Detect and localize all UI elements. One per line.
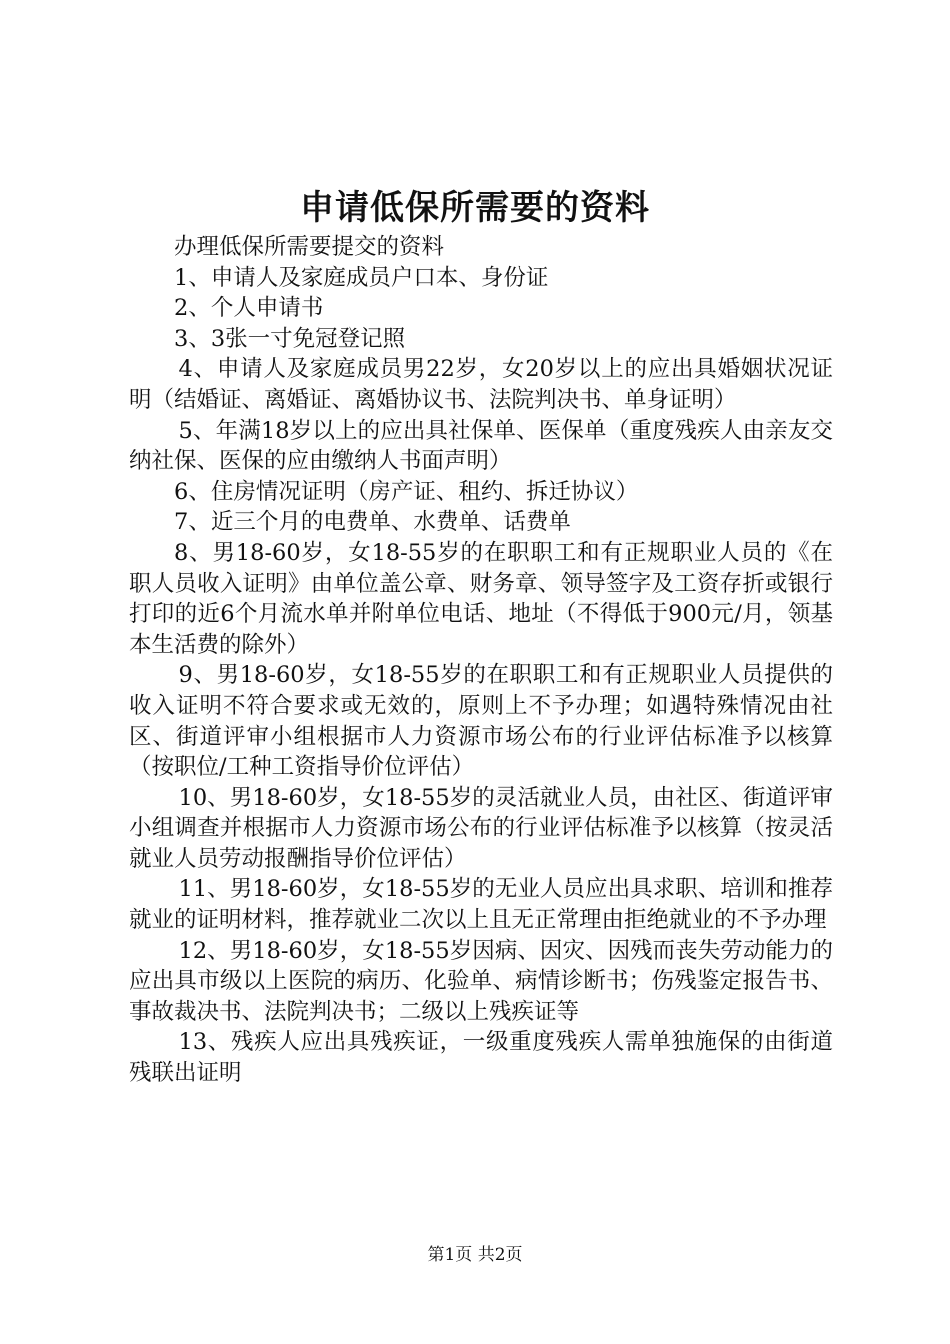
body-paragraph: 办理低保所需要提交的资料	[174, 234, 445, 260]
list-item: 13、残疾人应出具残疾证，一级重度残疾人需单独施保的由街道残联出证明	[129, 1029, 833, 1087]
list-item: 4、申请人及家庭成员男22岁，女20岁以上的应出具婚姻状况证明（结婚证、离婚证、离婚协议书、法院判决书、单身证明）	[129, 356, 833, 413]
list-item: 1、申请人及家庭成员户口本、身份证	[174, 264, 549, 291]
list-item: 8、男18-60岁，女18-55岁的在职职工和有正规职业人员的《在职人员收入证明》由单位盖公章、财务章、领导签字及工资存折或银行打印的近6个月流水单并附单位电话、地址（不得低于900元/月，领基本生活费的除外）	[129, 539, 833, 658]
list-item: 12、男18-60岁，女18-55岁因病、因灾、因残而丧失劳动能力的应出具市级以上医院的病历、化验单、病情诊断书；伤残鉴定报告书、事故裁决书、法院判决书；二级以上残疾证等	[129, 937, 833, 1025]
list-item: 6、住房情况证明（房产证、租约、拆迁协议）	[174, 478, 639, 505]
list-item: 7、近三个月的电费单、水费单、话费单	[174, 509, 571, 536]
list-item: 9、男18-60岁，女18-55岁的在职职工和有正规职业人员提供的收入证明不符合要求或无效的，原则上不予办理；如遇特殊情况由社区、街道评审小组根据市人力资源市场公布的行业评估标准予以核算（按职位/工种工资指导价位评估）	[129, 662, 833, 781]
document-title: 申请低保所需要的资料	[300, 188, 650, 228]
list-item: 2、个人申请书	[174, 295, 324, 322]
list-item: 10、男18-60岁，女18-55岁的灵活就业人员，由社区、街道评审小组调查并根据市人力资源市场公布的行业评估标准予以核算（按灵活就业人员劳动报酬指导价位评估）	[129, 784, 833, 872]
list-item: 5、年满18岁以上的应出具社保单、医保单（重度残疾人由亲友交纳社保、医保的应由缴纳人书面声明）	[129, 417, 833, 475]
list-item: 3、3张一寸免冠登记照	[174, 325, 406, 352]
document-body	[129, 232, 833, 1089]
list-item: 11、男18-60岁，女18-55岁的无业人员应出具求职、培训和推荐就业的证明材料，推荐就业二次以上且无正常理由拒绝就业的不予办理	[129, 876, 833, 934]
page-number-footer: 第1页 共2页	[427, 1245, 523, 1265]
